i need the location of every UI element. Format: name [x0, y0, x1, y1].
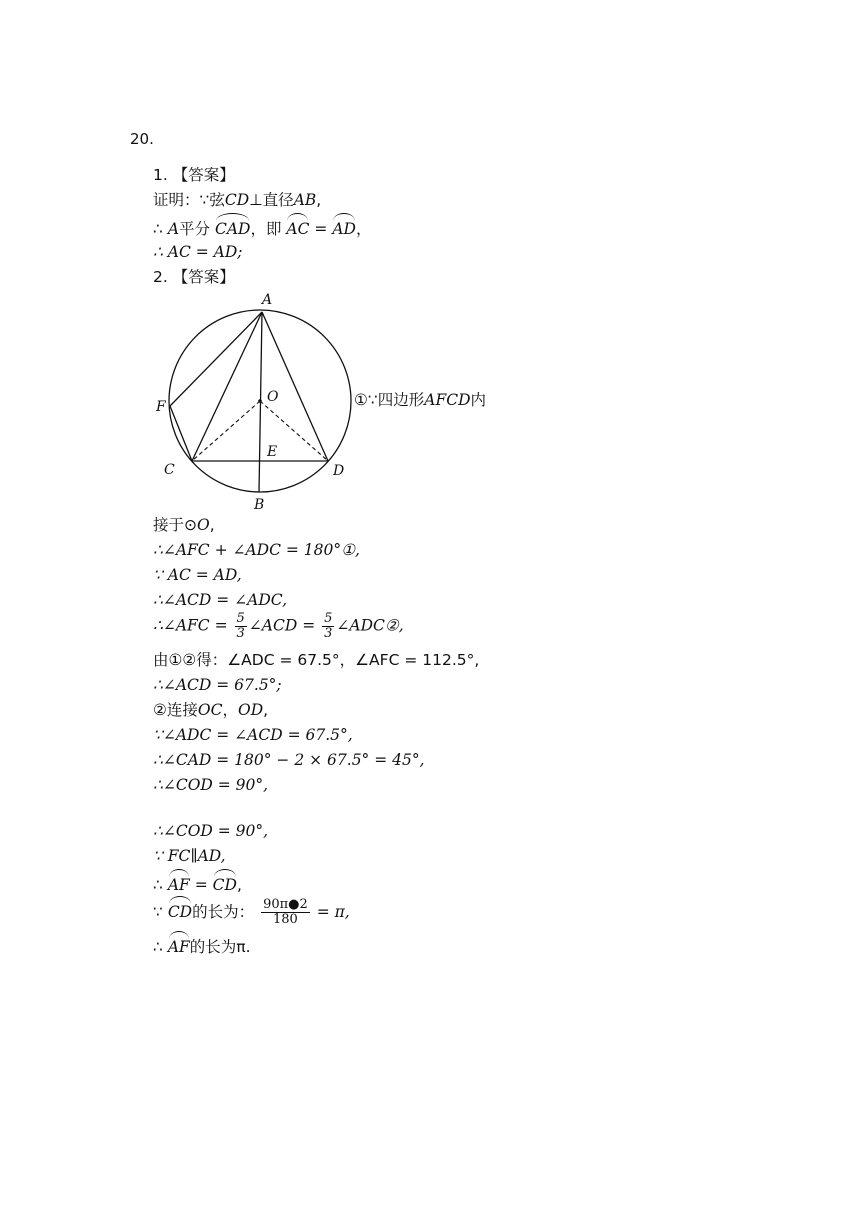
part2-line4: ∴∠ACD = ∠ADC, [153, 591, 288, 609]
fraction-5-3-b: $\frac{5}{3}$ [324, 611, 333, 641]
diagram-side-text: ①∵四边形AFCD内 [354, 391, 487, 409]
segment-fc [170, 406, 192, 461]
arc-cd: CD [213, 871, 237, 896]
segment-ac [192, 312, 262, 461]
part2-line13: ∵ FC∥AD, [153, 847, 226, 865]
part1-heading: 1. 【答案】 [153, 166, 235, 184]
part2-line12: ∴∠COD = 90°, [153, 822, 269, 840]
part2-line5: ∴∠AFC = $\frac{5}{3}$ ∠ACD = $\frac{5}{3}$ ∠ADC②, [153, 611, 404, 641]
part2-line3: ∵ AC = AD, [153, 566, 242, 584]
part2-line11: ∴∠COD = 90°, [153, 776, 269, 794]
center-dot [258, 399, 262, 403]
label-e: E [267, 444, 278, 460]
part2-heading: 2. 【答案】 [153, 268, 235, 286]
segment-oc [192, 401, 260, 461]
label-a: A [262, 292, 273, 308]
arc-af-length: AF [168, 933, 190, 958]
segment-ad [262, 312, 328, 461]
label-c: C [164, 462, 175, 478]
part2-line2: ∴∠AFC + ∠ADC = 180°①, [153, 541, 360, 559]
geometry-diagram [150, 288, 370, 516]
arc-ac: AC [286, 215, 309, 240]
label-b: B [254, 497, 265, 513]
part2-line14: ∴ AF = CD, [153, 871, 242, 896]
part2-line1: 接于⊙O, [153, 516, 215, 534]
problem-number: 20. [130, 130, 154, 148]
fraction-arc-length: $\frac{90\pi●2}{180}$ [263, 897, 308, 927]
part2-line6: 由①②得：∠ADC = 67.5°，∠AFC = 112.5°, [153, 651, 480, 669]
label-f: F [156, 399, 166, 415]
fraction-5-3: $\frac{5}{3}$ [236, 611, 245, 641]
part1-line1: 证明：∵弦CD⊥直径AB, [153, 191, 322, 209]
arc-ad: AD [332, 215, 356, 240]
part2-line8: ②连接OC，OD, [153, 701, 269, 719]
part1-line2: ∴ A平分 CAD，即 AC = AD， [153, 215, 371, 240]
part2-line10: ∴∠CAD = 180° − 2 × 67.5° = 45°, [153, 751, 425, 769]
part2-line16: ∴ AF的长为π. [153, 933, 251, 958]
part2-line15: ∵ CD的长为： $\frac{90\pi●2}{180}$ = π, [153, 897, 350, 927]
label-o: O [267, 389, 279, 405]
arc-af: AF [168, 871, 190, 896]
arc-cd-length: CD [168, 898, 192, 923]
part1-line3: ∴ AC = AD; [153, 243, 243, 261]
part2-line7: ∴∠ACD = 67.5°; [153, 676, 282, 694]
label-d: D [333, 463, 345, 479]
part2-line9: ∵∠ADC = ∠ACD = 67.5°, [153, 726, 353, 744]
segment-af [170, 312, 262, 406]
arc-cad: CAD [215, 215, 250, 240]
